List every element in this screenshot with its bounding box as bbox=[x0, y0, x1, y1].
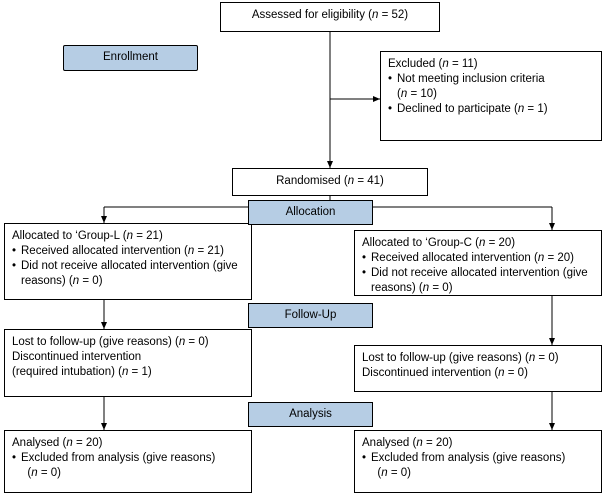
analysed-left-items bbox=[12, 451, 244, 481]
assessed-text: Assessed for eligibility (n = 52) bbox=[251, 9, 409, 21]
node-analysed-left bbox=[4, 430, 252, 493]
list-item: Discontinued intervention (required intubation) (n = 1) bbox=[12, 351, 152, 378]
list-item: • Excluded from analysis (give reasons) (n = 0) bbox=[362, 451, 594, 481]
node-followup-right bbox=[354, 345, 602, 392]
list-item: • Did not receive allocated intervention (give reasons) (n = 0) bbox=[12, 259, 244, 289]
stage-label-enrollment bbox=[63, 45, 198, 71]
analysis-text: Analysis bbox=[289, 408, 332, 420]
allocation-text: Allocation bbox=[285, 206, 336, 218]
list-item: Lost to follow-up (give reasons) (n = 0) bbox=[12, 336, 209, 348]
excluded-heading: Excluded (n = 11) bbox=[388, 58, 478, 70]
node-allocated-right bbox=[354, 230, 602, 296]
list-item: • Excluded from analysis (give reasons) (n = 0) bbox=[12, 451, 244, 481]
node-analysed-right bbox=[354, 430, 602, 493]
analysed-right-items bbox=[362, 451, 594, 481]
node-allocated-left bbox=[4, 223, 252, 300]
list-item: • Did not receive allocated intervention (give reasons) (n = 0) bbox=[362, 266, 594, 296]
list-item: Lost to follow-up (give reasons) (n = 0) bbox=[362, 352, 559, 364]
analysed-left-heading: Analysed (n = 20) bbox=[12, 437, 103, 449]
followup-text: Follow-Up bbox=[284, 309, 337, 321]
node-randomised bbox=[232, 168, 428, 196]
randomised-text: Randomised (n = 41) bbox=[276, 175, 384, 187]
node-assessed-for-eligibility bbox=[220, 2, 440, 32]
excluded-items bbox=[388, 72, 594, 117]
allocated-left-items bbox=[12, 244, 244, 289]
node-followup-left bbox=[4, 329, 252, 397]
allocated-right-heading: Allocated to ‘Group-C (n = 20) bbox=[362, 237, 516, 249]
list-item: Discontinued intervention (n = 0) bbox=[362, 367, 528, 379]
list-item: • Not meeting inclusion criteria (n = 10) bbox=[388, 72, 594, 102]
followup-right-items bbox=[362, 351, 594, 381]
analysed-right-heading: Analysed (n = 20) bbox=[362, 437, 453, 449]
list-item: • Declined to participate (n = 1) bbox=[388, 102, 594, 117]
allocated-left-heading: Allocated to ‘Group-L (n = 21) bbox=[12, 230, 163, 242]
stage-label-followup bbox=[248, 303, 373, 328]
followup-left-items bbox=[12, 335, 244, 380]
node-excluded bbox=[380, 51, 602, 141]
stage-label-analysis bbox=[248, 402, 373, 427]
list-item: • Received allocated intervention (n = 20) bbox=[362, 251, 594, 266]
list-item: • Received allocated intervention (n = 21) bbox=[12, 244, 244, 259]
allocated-right-items bbox=[362, 251, 594, 296]
stage-label-allocation bbox=[248, 200, 373, 225]
enrollment-text: Enrollment bbox=[103, 51, 158, 63]
